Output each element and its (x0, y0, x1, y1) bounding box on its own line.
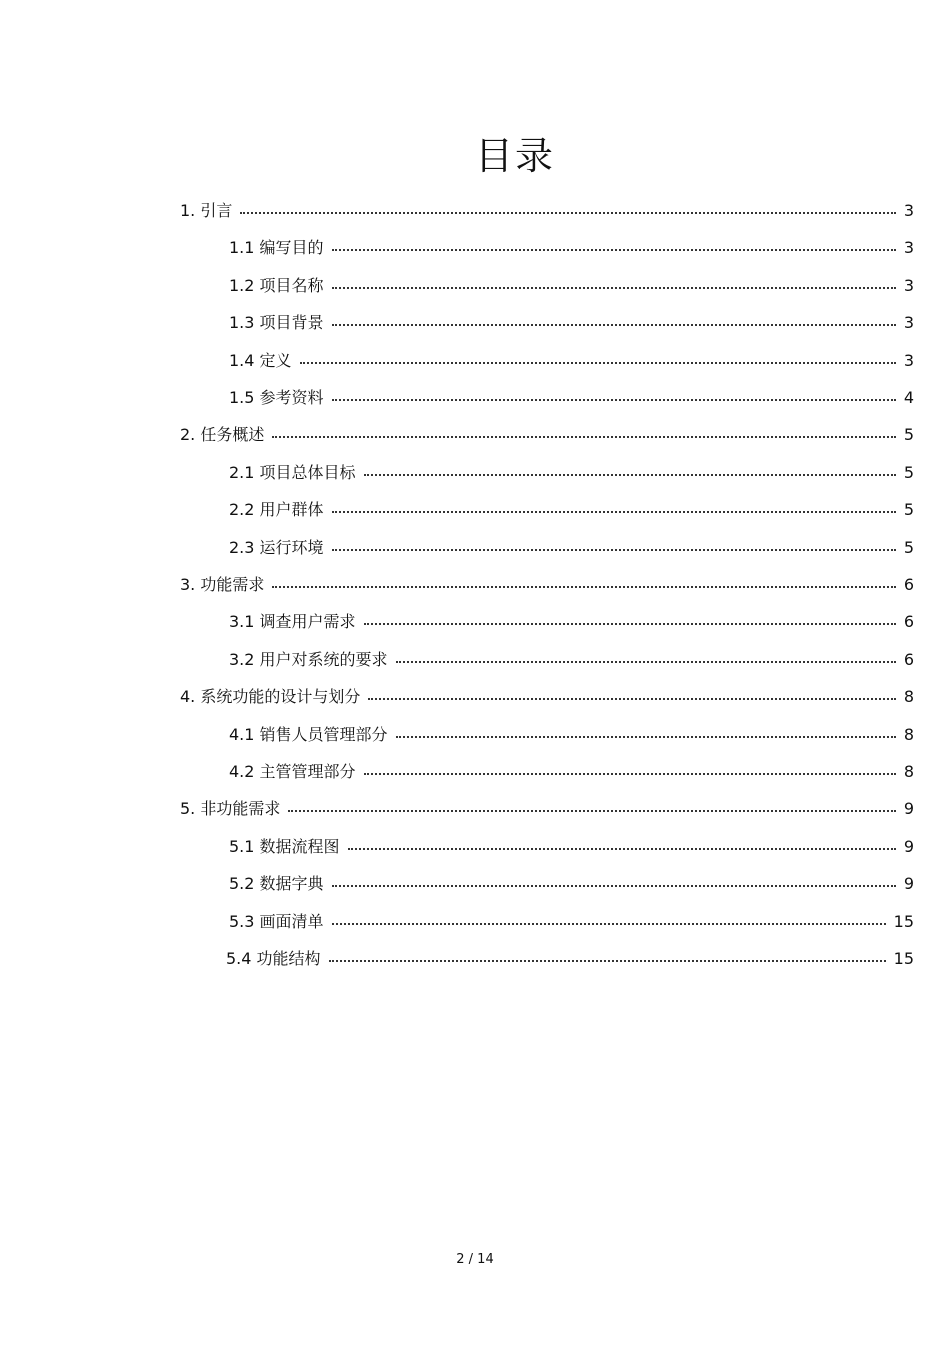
toc-entry-page: 15 (893, 911, 914, 931)
toc-leader-dots (272, 436, 896, 438)
toc-entry-page: 15 (893, 949, 914, 968)
page-title: 目录 (474, 134, 555, 178)
toc-entry-label: 2. 任务概述 (180, 425, 270, 445)
toc-entry[interactable] (0, 457, 950, 491)
toc-entry[interactable] (0, 756, 950, 790)
toc-entry[interactable] (0, 419, 950, 453)
toc-leader-dots (332, 287, 896, 289)
toc-entry[interactable] (0, 232, 950, 266)
toc-entry[interactable] (0, 382, 950, 416)
toc-entry-label: 1.5 参考资料 (229, 388, 330, 408)
page-number: 2 / 14 (456, 1252, 494, 1267)
toc-entry-page: 6 (903, 649, 914, 669)
toc-entry-label: 5.4 功能结构 (226, 949, 327, 969)
toc-entry-label: 2.2 用户群体 (229, 500, 330, 520)
toc-entry[interactable] (0, 307, 950, 341)
toc-leader-dots (396, 736, 896, 738)
toc-entry-page: 3 (903, 313, 914, 333)
toc-leader-dots (332, 511, 896, 513)
toc-entry-label: 3. 功能需求 (180, 575, 270, 595)
toc-leader-dots (364, 773, 896, 775)
toc-entry-page: 9 (903, 836, 914, 856)
toc-entry-label: 4. 系统功能的设计与划分 (180, 687, 366, 707)
toc-entry[interactable] (0, 868, 950, 902)
toc-entry-label: 1.3 项目背景 (229, 313, 330, 333)
toc-entry-page: 8 (903, 687, 914, 707)
toc-entry[interactable] (0, 793, 950, 827)
toc-leader-dots (396, 661, 896, 663)
toc-entry-page: 4 (903, 388, 914, 407)
toc-entry[interactable] (0, 532, 950, 566)
toc-entry[interactable] (0, 270, 950, 304)
toc-entry-label: 2.3 运行环境 (229, 538, 330, 558)
toc-leader-dots (364, 623, 896, 625)
toc-entry[interactable] (0, 606, 950, 640)
toc-leader-dots (332, 399, 896, 401)
toc-entry[interactable] (0, 494, 950, 528)
toc-entry-page: 8 (903, 762, 914, 781)
toc-entry-page: 3 (903, 238, 914, 258)
toc-entry[interactable] (0, 906, 950, 940)
toc-entry-page: 6 (903, 575, 914, 594)
toc-entry[interactable] (0, 644, 950, 678)
toc-entry[interactable] (0, 943, 950, 977)
toc-entry[interactable] (0, 569, 950, 603)
toc-leader-dots (329, 960, 886, 962)
toc-entry-page: 3 (903, 275, 914, 295)
toc-entry-label: 4.2 主管管理部分 (229, 762, 362, 782)
toc-entry-page: 3 (903, 201, 914, 220)
toc-leader-dots (332, 923, 886, 925)
toc-entry[interactable] (0, 345, 950, 379)
toc-entry-page: 3 (903, 350, 914, 370)
toc-entry-label: 1. 引言 (180, 201, 238, 221)
toc-entry-label: 1.4 定义 (229, 351, 298, 371)
toc-leader-dots (272, 586, 896, 588)
toc-leader-dots (364, 474, 896, 476)
toc-leader-dots (368, 698, 896, 700)
toc-entry-label: 3.1 调查用户需求 (229, 612, 362, 632)
toc-entry[interactable] (0, 195, 950, 229)
toc-entry-label: 5.1 数据流程图 (229, 837, 346, 857)
toc-entry-page: 8 (903, 724, 914, 744)
toc-entry-page: 9 (903, 874, 914, 894)
toc-entry-page: 5 (903, 537, 914, 557)
toc-entry-label: 3.2 用户对系统的要求 (229, 650, 394, 670)
toc-entry-label: 1.2 项目名称 (229, 276, 330, 296)
toc-entry-page: 5 (903, 462, 914, 482)
toc-leader-dots (332, 549, 896, 551)
toc-entry[interactable] (0, 831, 950, 865)
toc-entry-label: 5.3 画面清单 (229, 912, 330, 932)
toc-entry-label: 2.1 项目总体目标 (229, 463, 362, 483)
toc-entry-label: 5. 非功能需求 (180, 799, 286, 819)
toc-leader-dots (240, 212, 896, 214)
toc-entry[interactable] (0, 681, 950, 715)
toc-leader-dots (332, 249, 896, 251)
toc-leader-dots (332, 324, 896, 326)
toc-entry-page: 6 (903, 612, 914, 632)
toc-leader-dots (332, 885, 896, 887)
toc-entry-label: 4.1 销售人员管理部分 (229, 725, 394, 745)
toc-entry-page: 9 (903, 799, 914, 819)
toc-entry-page: 5 (903, 425, 914, 445)
toc-entry-page: 5 (903, 500, 914, 520)
toc-entry-label: 5.2 数据字典 (229, 874, 330, 894)
toc-entry[interactable] (0, 719, 950, 753)
toc-leader-dots (288, 810, 896, 812)
toc-entry-label: 1.1 编写目的 (229, 238, 330, 258)
toc-leader-dots (300, 362, 896, 364)
toc-leader-dots (348, 848, 896, 850)
